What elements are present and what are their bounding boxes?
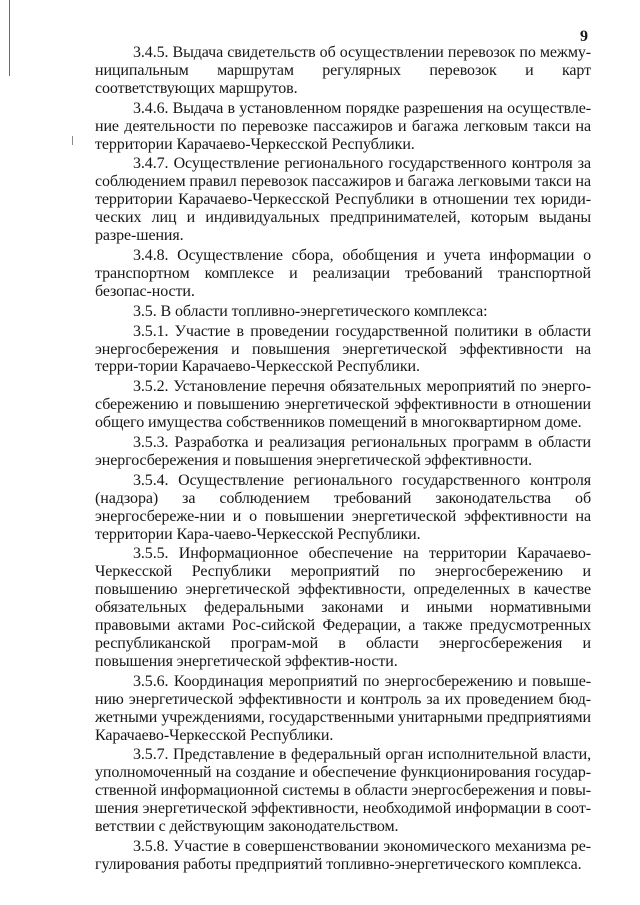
paragraph-3-5-8: 3.5.8. Участие в совершенствовании экономического механизма ре-гулирования работы предприятий топливно-энергетического комплекса. [95,837,591,873]
page-number: 9 [580,28,588,45]
paragraph-3-4-6: 3.4.6. Выдача в установленном порядке разрешения на осуществле-ние деятельности по перевозке пассажиров и багажа легковым такси на территории Карачаево-Черкесской Республики. [95,99,591,153]
scan-margin-mark [72,136,73,145]
paragraph-3-4-8: 3.4.8. Осуществление сбора, обобщения и учета информации о транспортном комплексе и реализации требований транспортной безопас-ности. [95,246,591,300]
paragraph-3-5-7: 3.5.7. Представление в федеральный орган исполнительной власти, уполномоченный на создание и обеспечение функционирования государ-ственной информационной системы в области энергосбережения и повы-шения энергетической эффективности, необходимой информации в соот-ветствии с действующим законодательством. [95,746,591,836]
paragraph-3-5: 3.5. В области топливно-энергетического комплекса: [133,302,488,320]
paragraph-3-5-1: 3.5.1. Участие в проведении государственной политики в области энергосбережения и повышения энергетической эффективности на терри-тории Карачаево-Черкесской Республики. [95,322,591,376]
paragraph-3-5-6: 3.5.6. Координация мероприятий по энергосбережению и повыше-нию энергетической эффективности и контроль за их проведением бюд-жетными учреждениями, государственными унитарными предприятиями Карачаево-Черкесской Республики. [95,672,591,744]
document-body [95,44,591,876]
paragraph-3-5-2: 3.5.2. Установление перечня обязательных мероприятий по энерго-сбережению и повышению энергетической эффективности в отношении общего имущества собственников помещений в многоквартирном доме. [95,378,591,432]
paragraph-3-4-7: 3.4.7. Осуществление регионального государственного контроля за соблюдением правил перевозок пассажиров и багажа легковыми такси на территории Карачаево-Черкесской Республики в отношении тех юриди-ческих лиц и индивидуальных предпринимателей, которым выданы разре-шения. [95,155,591,245]
paragraph-3-5-4: 3.5.4. Осуществление регионального государственного контроля (надзора) за соблюдением требований законодательства об энергосбереже-нии и о повышении энергетической эффективности на территории Кара-чаево-Черкесской Республики. [95,471,591,543]
paragraph-3-4-5: 3.4.5. Выдача свидетельств об осуществлении перевозок по межму-ниципальным маршрутам регулярных перевозок и карт соответствующих маршрутов. [95,44,591,97]
paragraph-3-5-3: 3.5.3. Разработка и реализация региональных программ в области энергосбережения и повышения энергетической эффективности. [95,434,591,469]
scan-edge-line [9,0,10,76]
paragraph-3-5-5: 3.5.5. Информационное обеспечение на территории Карачаево-Черкесской Республики мероприятий по энергосбережению и повышению энергетической эффективности, определенных в качестве обязательных федеральными законами и иными нормативными правовыми актами Рос-сийской Федерации, а также предусмотренных республиканской програм-мой в области энергосбережения и повышения энергетической эффектив-ности. [95,545,591,670]
